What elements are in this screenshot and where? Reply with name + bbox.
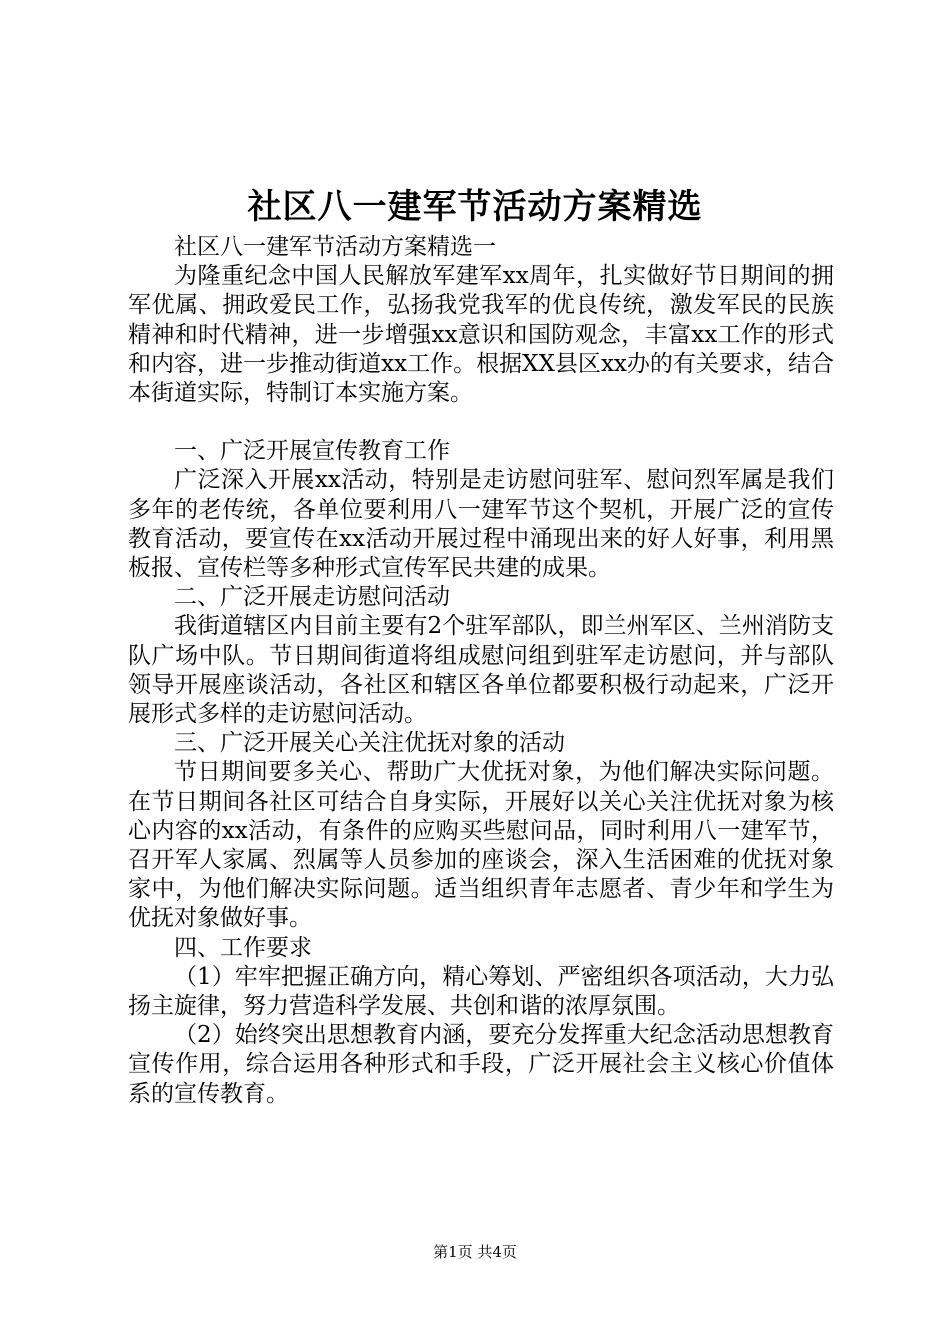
document-title: 社区八一建军节活动方案精选: [247, 187, 703, 227]
paragraph-subtitle: 社区八一建军节活动方案精选一: [174, 234, 496, 260]
requirement-item-2: （2）始终突出思想教育内涵，要充分发挥重大纪念活动思想教育宣传作用，综合运用各种形式和手段，广泛开展社会主义核心价值体系的宣传教育。: [128, 1022, 834, 1107]
section-heading-4: 四、工作要求: [174, 934, 312, 961]
document-body: [128, 233, 834, 1109]
section-heading-1: 一、广泛开展宣传教育工作: [174, 438, 450, 465]
paragraph-section-1: 广泛深入开展xx活动，特别是走访慰问驻军、慰问烈军属是我们多年的老传统，各单位要利用八一建军节这个契机，开展广泛的宣传教育活动，要宣传在xx活动开展过程中涌现出来的好人好事，利用黑板报、宣传栏等多种形式宣传军民共建的成果。: [128, 467, 834, 582]
section-heading-3: 三、广泛开展关心关注优抚对象的活动: [174, 730, 565, 757]
paragraph-spacer: [128, 408, 834, 437]
paragraph-section-2: 我街道辖区内目前主要有2个驻军部队，即兰州军区、兰州消防支队广场中队。节日期间街道将组成慰问组到驻军走访慰问，并与部队领导开展座谈活动，各社区和辖区各单位都要积极行动起来，广泛开展形式多样的走访慰问活动。: [128, 613, 834, 728]
paragraph-section-3: 节日期间要多关心、帮助广大优抚对象，为他们解决实际问题。在节日期间各社区可结合自身实际，开展好以关心关注优抚对象为核心内容的xx活动，有条件的应购买些慰问品，同时利用八一建军节，召开军人家属、烈属等人员参加的座谈会，深入生活困难的优抚对象家中，为他们解决实际问题。适当组织青年志愿者、青少年和学生为优抚对象做好事。: [128, 759, 834, 932]
paragraph-intro: 为隆重纪念中国人民解放军建军xx周年，扎实做好节日期间的拥军优属、拥政爱民工作，弘扬我党我军的优良传统，激发军民的民族精神和时代精神，进一步增强xx意识和国防观念，丰富xx工作的形式和内容，进一步推动街道xx工作。根据XX县区xx办的有关要求，结合本街道实际，特制订本实施方案。: [128, 263, 834, 407]
section-heading-2: 二、广泛开展走访慰问活动: [174, 584, 450, 611]
page-number-footer: 第1页 共4页: [433, 1243, 517, 1261]
requirement-item-1: （1）牢牢把握正确方向，精心筹划、严密组织各项活动，大力弘扬主旋律，努力营造科学发展、共创和谐的浓厚氛围。: [128, 963, 834, 1020]
